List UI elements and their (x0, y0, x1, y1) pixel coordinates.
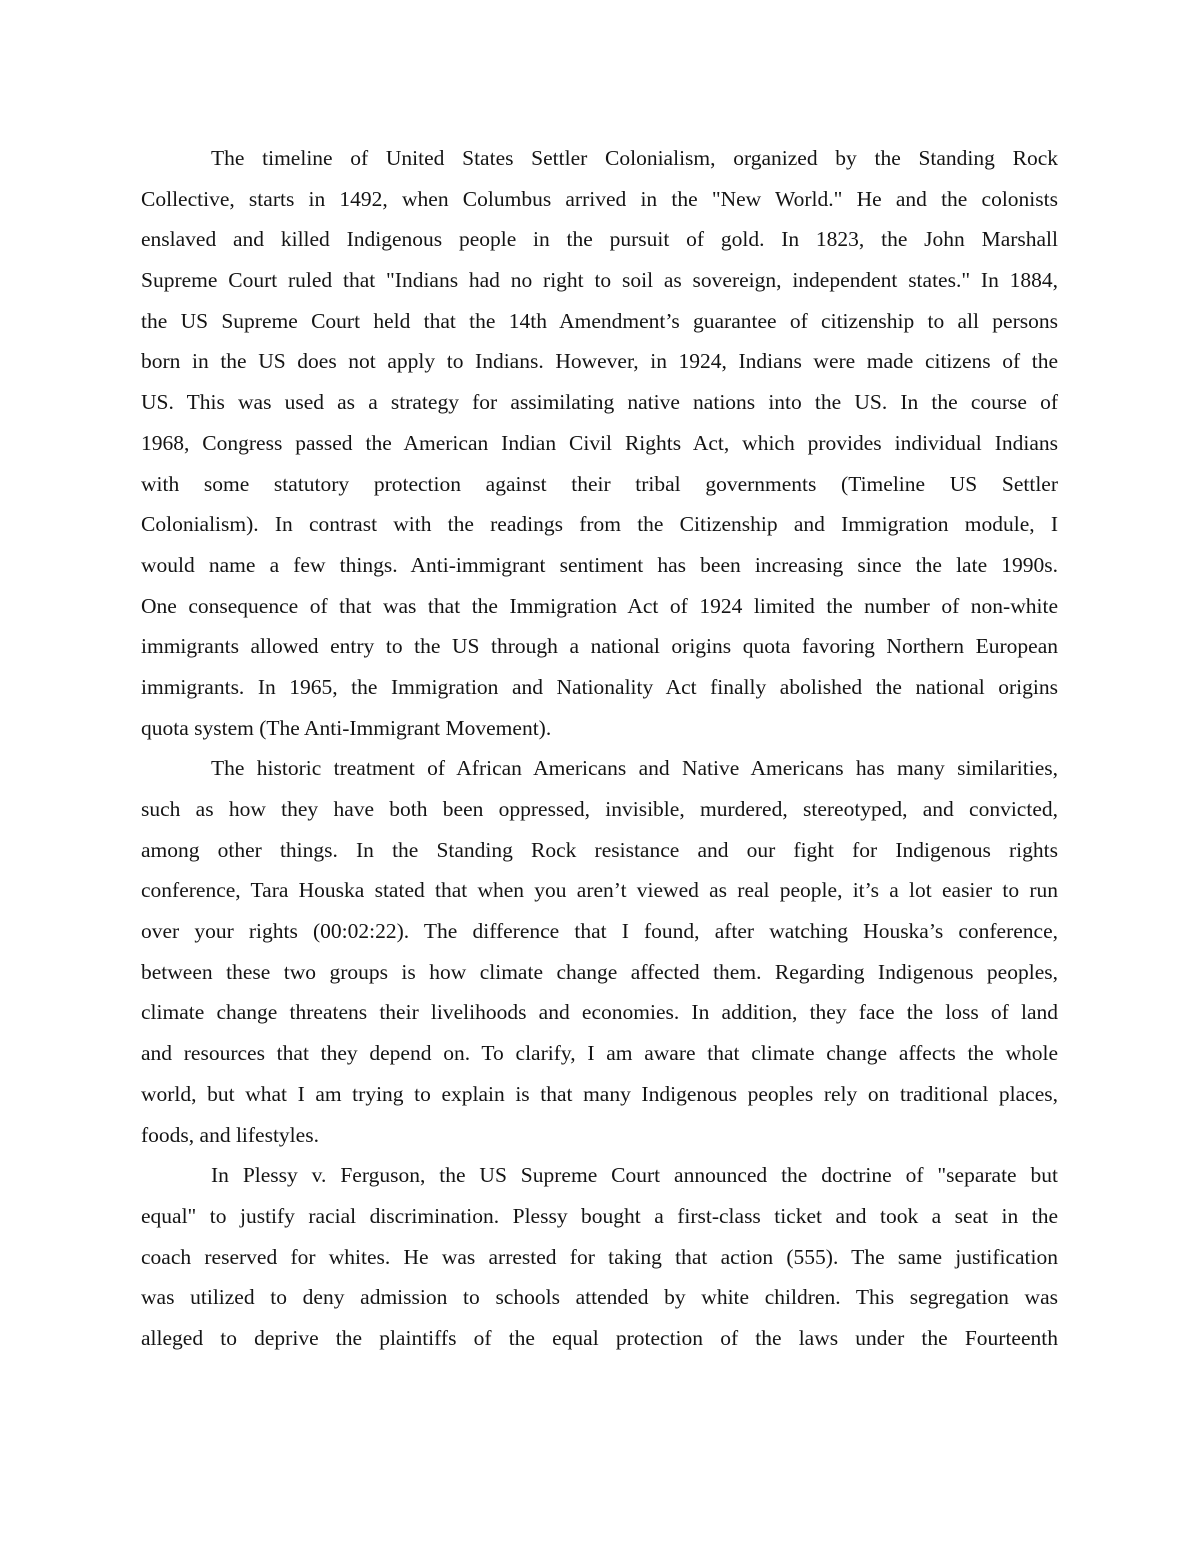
text-line: and resources that they depend on. To clarify, I am aware that climate change affects the whole (141, 1041, 1058, 1066)
text-line: enslaved and killed Indigenous people in the pursuit of gold. In 1823, the John Marshall (141, 227, 1058, 252)
text-line: coach reserved for whites. He was arrested for taking that action (555). The same justification (141, 1244, 1058, 1269)
text-line: Colonialism). In contrast with the readings from the Citizenship and Immigration module, I (141, 512, 1058, 537)
text-line: foods, and lifestyles. (141, 1122, 319, 1147)
text-line: among other things. In the Standing Rock resistance and our fight for Indigenous rights (141, 837, 1058, 862)
text-line: world, but what I am trying to explain is that many Indigenous peoples rely on traditional places, (141, 1081, 1058, 1106)
text-line: Supreme Court ruled that "Indians had no right to soil as sovereign, independent states." In 1884, (141, 268, 1058, 293)
text-line: 1968, Congress passed the American Indian Civil Rights Act, which provides individual Indians (141, 430, 1058, 455)
text-line: Collective, starts in 1492, when Columbus arrived in the "New World." He and the colonists (141, 186, 1058, 211)
text-line: The timeline of United States Settler Colonialism, organized by the Standing Rock (211, 146, 1058, 170)
text-line: was utilized to deny admission to schools attended by white children. This segregation was (141, 1285, 1058, 1310)
text-line: alleged to deprive the plaintiffs of the equal protection of the laws under the Fourteenth (141, 1325, 1058, 1350)
paragraph (141, 1155, 1058, 1358)
text-line: equal" to justify racial discrimination. Plessy bought a first-class ticket and took a seat in the (141, 1203, 1058, 1228)
document-body (141, 138, 1058, 1359)
text-line: One consequence of that was that the Immigration Act of 1924 limited the number of non-white (141, 593, 1058, 618)
text-line: between these two groups is how climate change affected them. Regarding Indigenous peoples, (141, 959, 1058, 984)
text-line: conference, Tara Houska stated that when you aren’t viewed as real people, it’s a lot easier to run (141, 878, 1058, 903)
text-line: such as how they have both been oppressed, invisible, murdered, stereotyped, and convicted, (141, 797, 1058, 821)
text-line: climate change threatens their livelihoods and economies. In addition, they face the loss of land (141, 1000, 1058, 1025)
text-line: born in the US does not apply to Indians. However, in 1924, Indians were made citizens of the (141, 349, 1058, 374)
text-line: with some statutory protection against their tribal governments (Timeline US Settler (141, 471, 1058, 496)
paragraph (141, 138, 1058, 748)
text-line: the US Supreme Court held that the 14th Amendment’s guarantee of citizenship to all persons (141, 308, 1058, 333)
paragraph (141, 748, 1058, 1155)
text-line: over your rights (00:02:22). The difference that I found, after watching Houska’s conference, (141, 919, 1058, 944)
text-line: In Plessy v. Ferguson, the US Supreme Court announced the doctrine of "separate but (211, 1163, 1058, 1188)
text-line: immigrants. In 1965, the Immigration and Nationality Act finally abolished the national origins (141, 674, 1058, 699)
text-line: US. This was used as a strategy for assimilating native nations into the US. In the course of (141, 390, 1058, 415)
text-line: quota system (The Anti-Immigrant Movement). (141, 715, 552, 740)
text-line: The historic treatment of African Americans and Native Americans has many similarities, (211, 756, 1058, 781)
text-line: immigrants allowed entry to the US through a national origins quota favoring Northern European (141, 634, 1058, 659)
text-line: would name a few things. Anti-immigrant sentiment has been increasing since the late 1990s. (141, 552, 1058, 577)
